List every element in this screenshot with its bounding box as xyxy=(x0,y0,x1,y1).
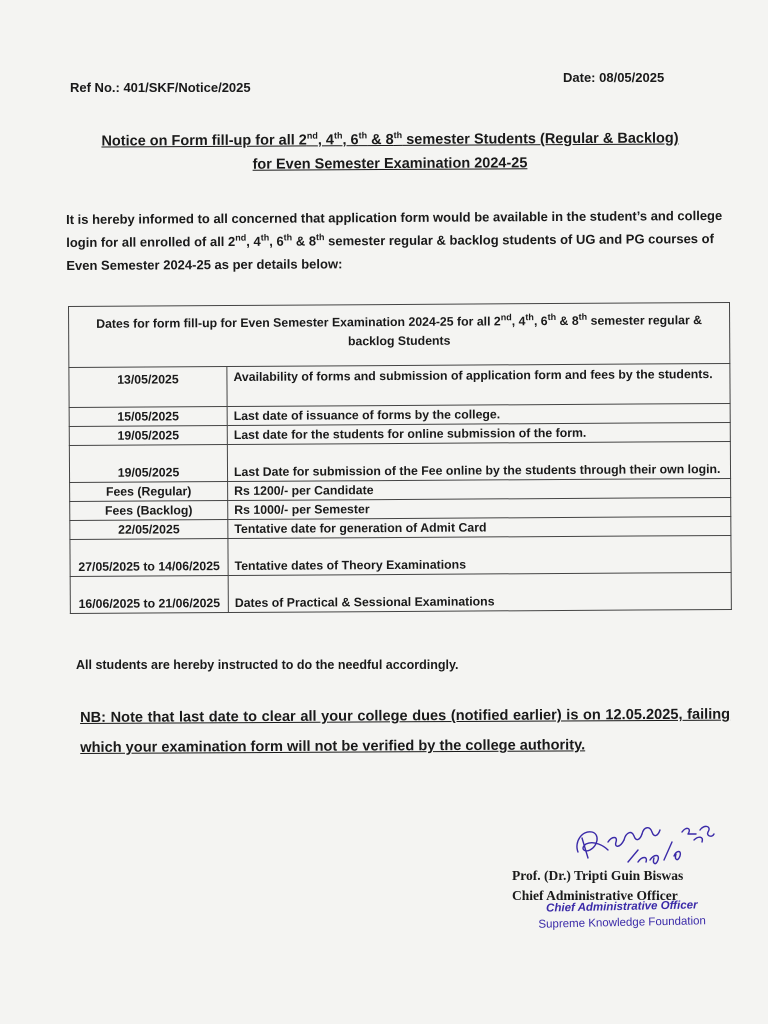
nb-note: NB: Note that last date to clear all your college dues (notified earlier) is on 12.05.2025, failing which your examination form will not be verified by the college authority. xyxy=(80,706,731,756)
notice-date: Date: 08/05/2025 xyxy=(563,70,665,85)
row-detail: Tentative dates of Theory Examinations xyxy=(228,535,731,575)
row-date: 19/05/2025 xyxy=(69,445,227,483)
row-detail: Tentative date for generation of Admit Card xyxy=(228,516,731,538)
reference-number: Ref No.: 401/SKF/Notice/2025 xyxy=(70,80,251,95)
notice-title-line2: for Even Semester Examination 2024-25 xyxy=(252,155,528,173)
official-stamp xyxy=(532,897,713,933)
row-detail: Rs 1000/- per Semester xyxy=(228,497,731,519)
row-date: 22/05/2025 xyxy=(70,520,228,540)
signatory-designation: Chief Administrative Officer xyxy=(512,888,678,903)
table-header: Dates for form fill-up for Even Semester Examination 2024-25 for all 2nd, 4th, 6th & 8th semester regular & backlog Students xyxy=(69,302,730,367)
handwritten-signature xyxy=(568,812,718,870)
row-detail: Rs 1200/- per Candidate xyxy=(228,478,731,500)
notice-title-line1: Notice on Form fill-up for all 2nd, 4th, 6th & 8th semester Students (Regular & Backlog) xyxy=(101,130,679,150)
row-detail: Last Date for submission of the Fee online by the students through their own login. xyxy=(227,441,730,481)
stamp-designation: Chief Administrative Officer xyxy=(545,899,698,915)
instruction-text: All students are hereby instructed to do the needful accordingly. xyxy=(76,658,459,672)
row-date: 19/05/2025 xyxy=(69,426,227,446)
row-detail: Availability of forms and submission of application form and fees by the students. xyxy=(227,363,730,406)
row-date: 27/05/2025 to 14/06/2025 xyxy=(70,539,228,577)
row-date: 13/05/2025 xyxy=(69,367,227,408)
table-row xyxy=(69,441,730,482)
row-date: 15/05/2025 xyxy=(69,407,227,427)
stamp-organization: Supreme Knowledge Foundation xyxy=(538,915,707,931)
table-row xyxy=(69,363,730,407)
row-detail: Last date for the students for online submission of the form. xyxy=(227,422,730,444)
signatory-name: Prof. (Dr.) Tripti Guin Biswas xyxy=(512,868,684,883)
table-row xyxy=(70,535,731,576)
schedule-table-wrapper xyxy=(68,302,732,614)
row-date: Fees (Backlog) xyxy=(70,501,228,521)
row-date: 16/06/2025 to 21/06/2025 xyxy=(70,576,228,614)
row-detail: Dates of Practical & Sessional Examinations xyxy=(228,572,731,612)
intro-paragraph: It is hereby informed to all concerned that application form would be available in the student’s and college login for all enrolled of all 2nd, 4th, 6th & 8th semester regular & backlog students of UG and PG courses of Even Semester 2024-25 as per details below: xyxy=(66,207,723,273)
schedule-table xyxy=(68,302,732,614)
row-date: Fees (Regular) xyxy=(70,482,228,502)
table-row xyxy=(70,572,731,613)
row-detail: Last date of issuance of forms by the college. xyxy=(227,403,730,425)
